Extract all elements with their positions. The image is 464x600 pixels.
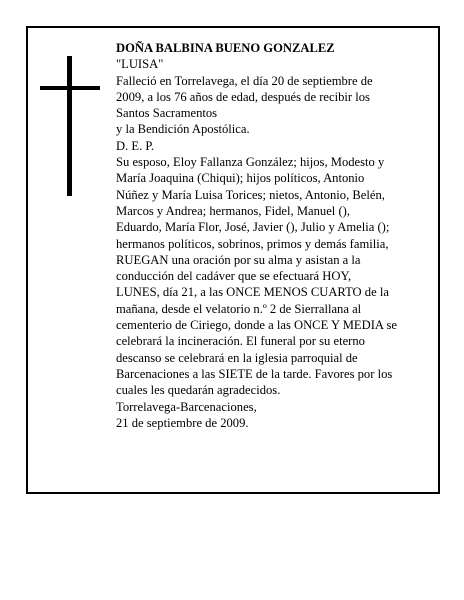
text-line: Santos Sacramentos — [116, 106, 218, 121]
text-line: y la Bendición Apostólica. — [116, 122, 250, 137]
text-line: RUEGAN una oración por su alma y asistan a la — [116, 252, 361, 267]
text-line: descanso se celebrará en la iglesia parroquial de — [116, 350, 358, 365]
text-line: celebrará la incineración. El funeral por su eterno — [116, 334, 365, 349]
deceased-name: DOÑA BALBINA BUENO GONZALEZ — [116, 41, 335, 55]
text-line: cuales les quedarán agradecidos. — [116, 383, 281, 398]
cross-vertical-bar — [67, 56, 72, 196]
text-line: 21 de septiembre de 2009. — [116, 415, 249, 430]
text-line: Barcenaciones a las SIETE de la tarde. Favores por los — [116, 366, 393, 381]
text-line: hermanos políticos, sobrinos, primos y demás familia, — [116, 236, 389, 251]
obituary-notice — [26, 26, 440, 494]
text-line: Falleció en Torrelavega, el día 20 de septiembre de — [116, 73, 373, 88]
text-line: cementerio de Ciriego, donde a las ONCE Y MEDIA se — [116, 318, 397, 333]
deceased-nickname: "LUISA" — [116, 57, 164, 72]
text-line: Núñez y María Luisa Torices; nietos, Antonio, Belén, — [116, 187, 385, 202]
text-line: Marcos y Andrea; hermanos, Fidel, Manuel (), — [116, 203, 350, 218]
text-line: Eduardo, María Flor, José, Javier (), Julio y Amelia (); — [116, 220, 390, 235]
text-line: LUNES, día 21, a las ONCE MENOS CUARTO de la — [116, 285, 389, 300]
text-line: Su esposo, Eloy Fallanza González; hijos, Modesto y — [116, 155, 385, 170]
text-line: D. E. P. — [116, 138, 155, 153]
text-line: conducción del cadáver que se efectuará HOY, — [116, 269, 352, 284]
obituary-text — [116, 40, 438, 431]
text-line: mañana, desde el velatorio n.º 2 de Sierrallana al — [116, 301, 362, 316]
text-line: 2009, a los 76 años de edad, después de recibir los — [116, 89, 370, 104]
text-line: María Joaquina (Chiqui); hijos políticos, Antonio — [116, 171, 365, 186]
text-line: Torrelavega-Barcenaciones, — [116, 399, 257, 414]
cross-horizontal-bar — [40, 86, 100, 90]
